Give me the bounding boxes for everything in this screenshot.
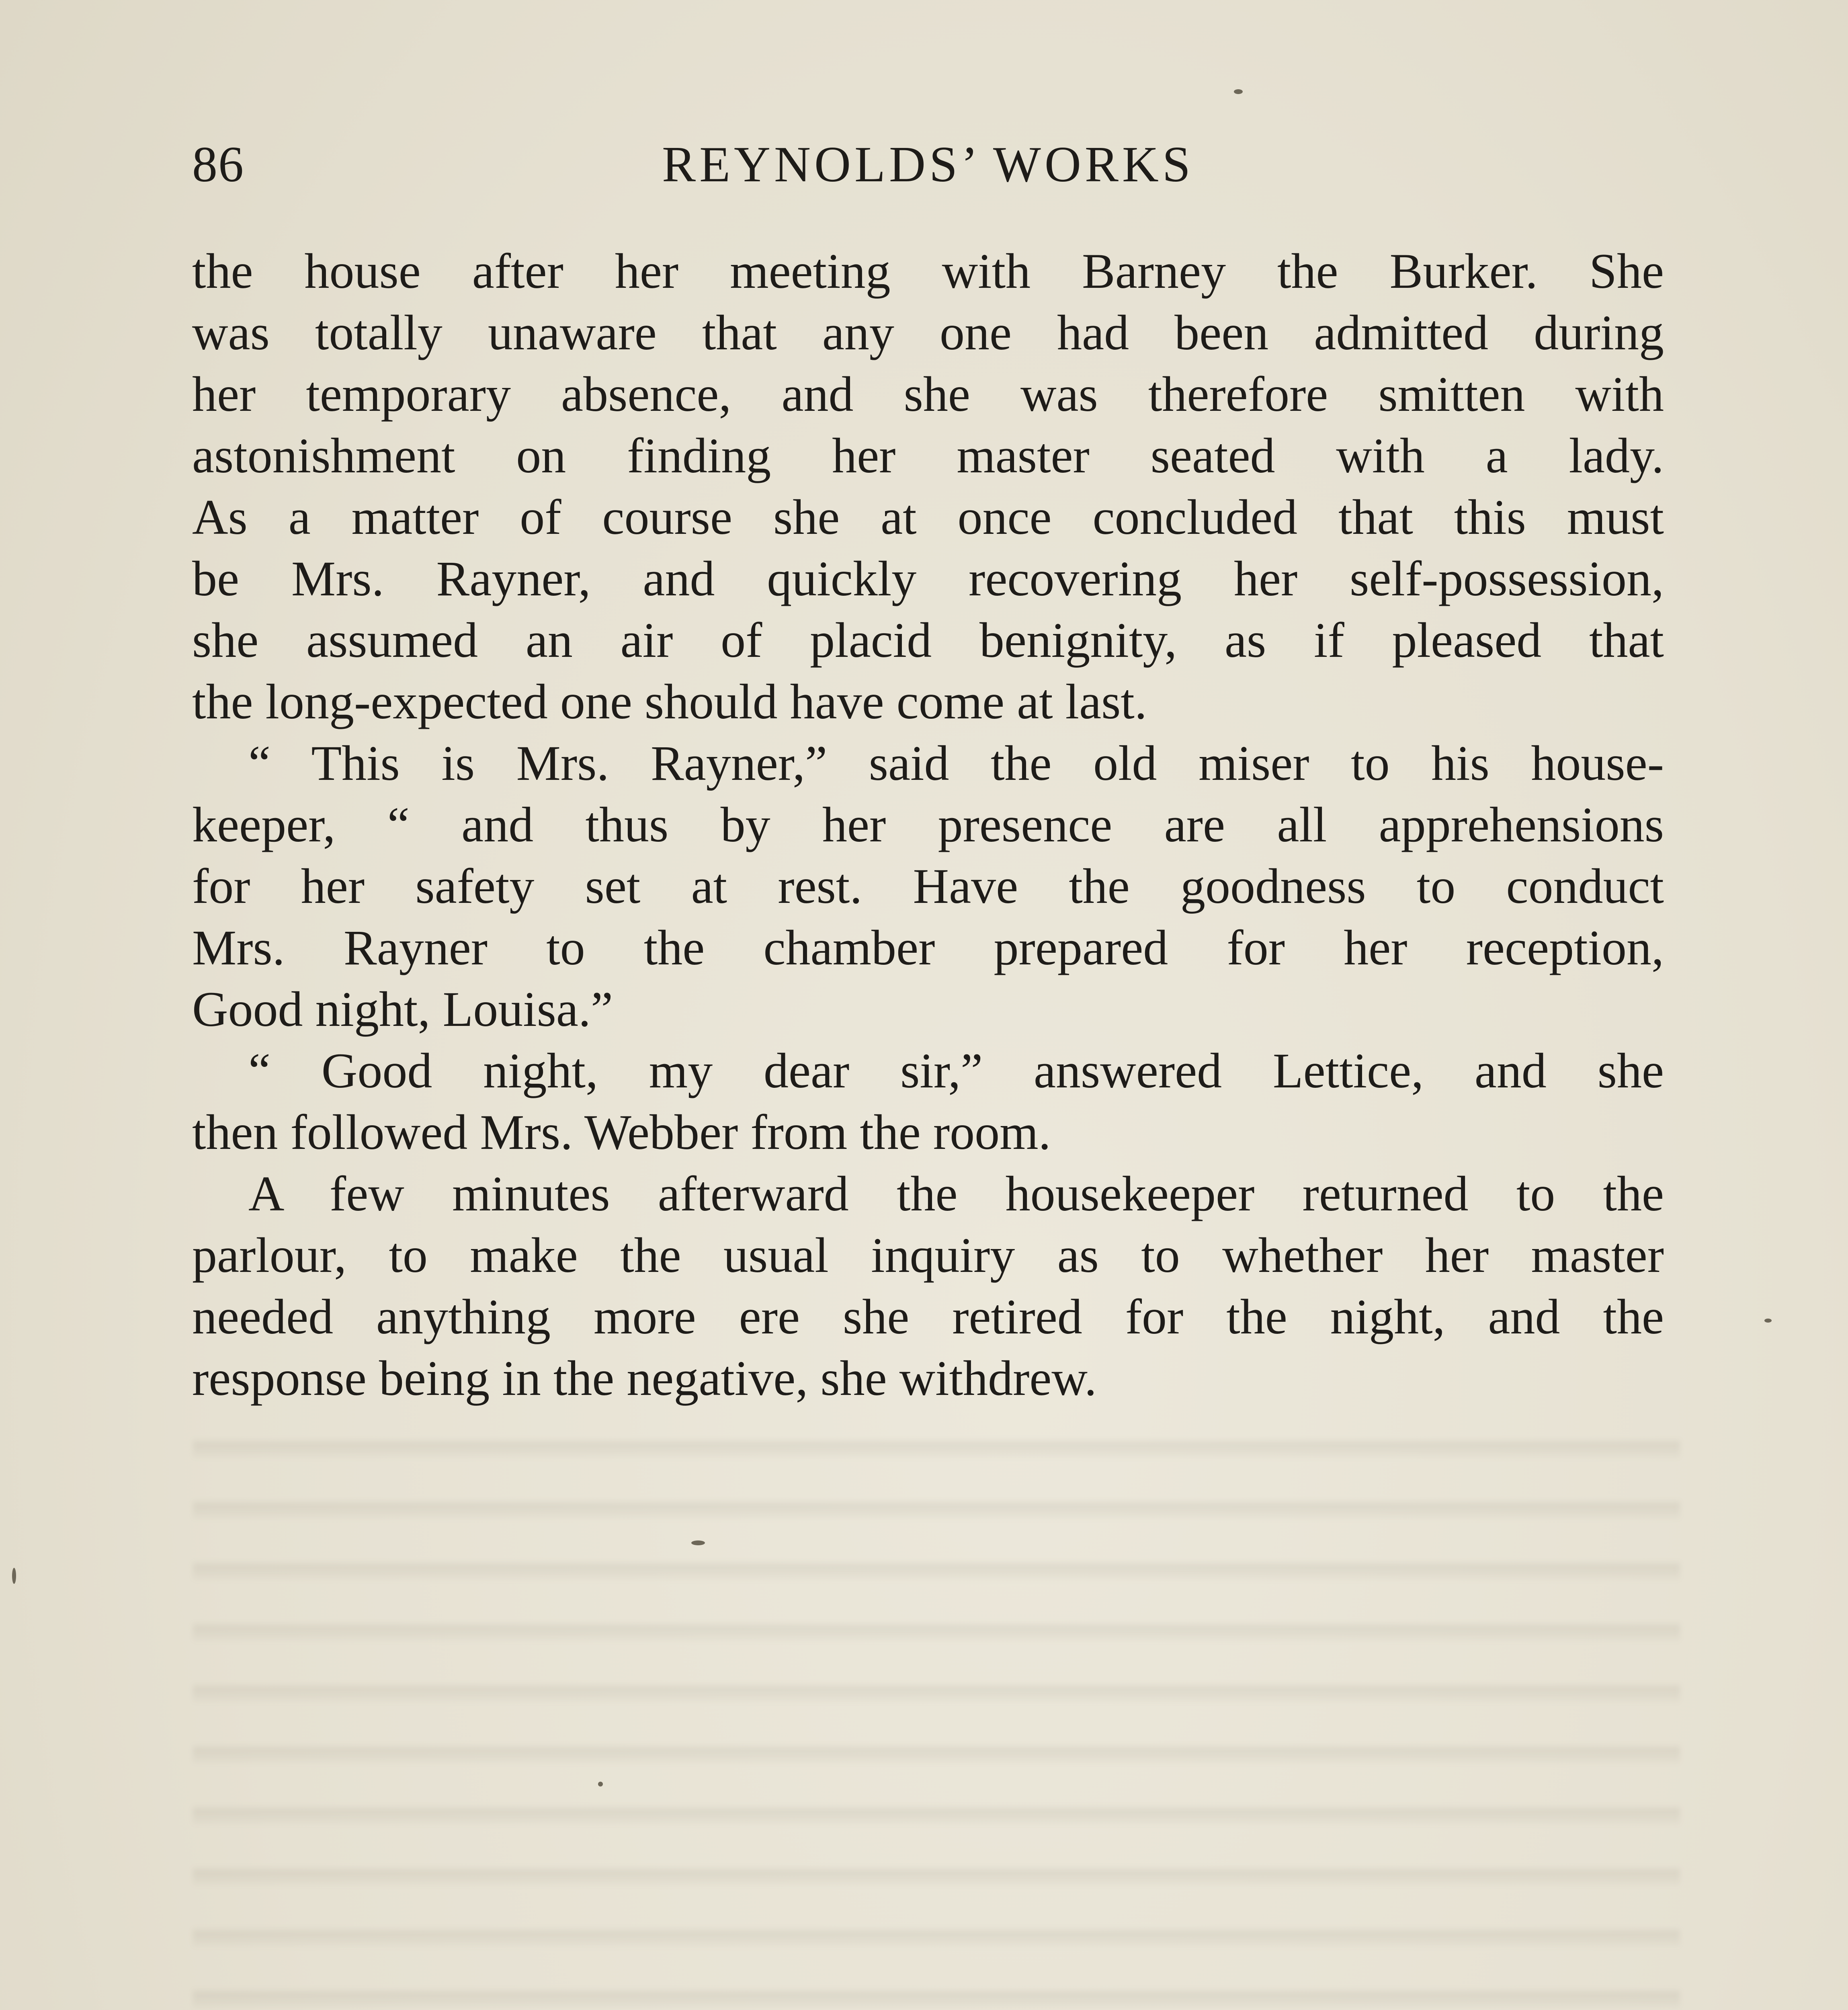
paper-speck xyxy=(12,1568,16,1584)
paragraph-3 xyxy=(192,1040,1664,1163)
text-line: “ Good night, my dear sir,” answered Lettice, and she xyxy=(248,1043,1664,1098)
text-line: parlour, to make the usual inquiry as to whether her master xyxy=(192,1228,1664,1283)
paper-speck xyxy=(1764,1319,1772,1323)
paper-speck xyxy=(598,1782,603,1786)
text-line: for her safety set at rest. Have the goodness to conduct xyxy=(192,859,1664,914)
text-line: the long-expected one should have come at last. xyxy=(192,674,1147,729)
text-line: “ This is Mrs. Rayner,” said the old miser to his house- xyxy=(248,736,1664,791)
text-line: Good night, Louisa.” xyxy=(192,982,613,1037)
paper-speck xyxy=(1234,89,1243,94)
text-line: the house after her meeting with Barney the Burker. She xyxy=(192,244,1664,299)
paragraph-2 xyxy=(192,732,1664,1040)
text-line: astonishment on finding her master seated with a lady. xyxy=(192,428,1664,483)
text-line: As a matter of course she at once concluded that this must xyxy=(192,490,1664,545)
text-line: she assumed an air of placid benignity, as if pleased that xyxy=(192,613,1664,668)
paragraph-1 xyxy=(192,240,1664,732)
text-line: was totally unaware that any one had been admitted during xyxy=(192,305,1664,360)
reverse-side-bleed-through xyxy=(193,1415,1680,2010)
running-head: REYNOLDS’ WORKS xyxy=(662,137,1194,193)
text-line: her temporary absence, and she was therefore smitten with xyxy=(192,367,1664,422)
paragraph-4 xyxy=(192,1163,1664,1409)
page-header xyxy=(192,135,1664,195)
paper-speck xyxy=(691,1540,705,1545)
text-line: be Mrs. Rayner, and quickly recovering her self-possession, xyxy=(192,551,1664,606)
text-line: needed anything more ere she retired for the night, and the xyxy=(192,1289,1664,1344)
text-line: Mrs. Rayner to the chamber prepared for her reception, xyxy=(192,920,1664,975)
text-line: response being in the negative, she withdrew. xyxy=(192,1351,1097,1406)
text-line: keeper, “ and thus by her presence are all apprehensions xyxy=(192,797,1664,852)
text-line: then followed Mrs. Webber from the room. xyxy=(192,1105,1051,1160)
body-text xyxy=(192,240,1664,1409)
page-number: 86 xyxy=(192,137,244,193)
text-line: A few minutes afterward the housekeeper returned to the xyxy=(248,1166,1664,1221)
